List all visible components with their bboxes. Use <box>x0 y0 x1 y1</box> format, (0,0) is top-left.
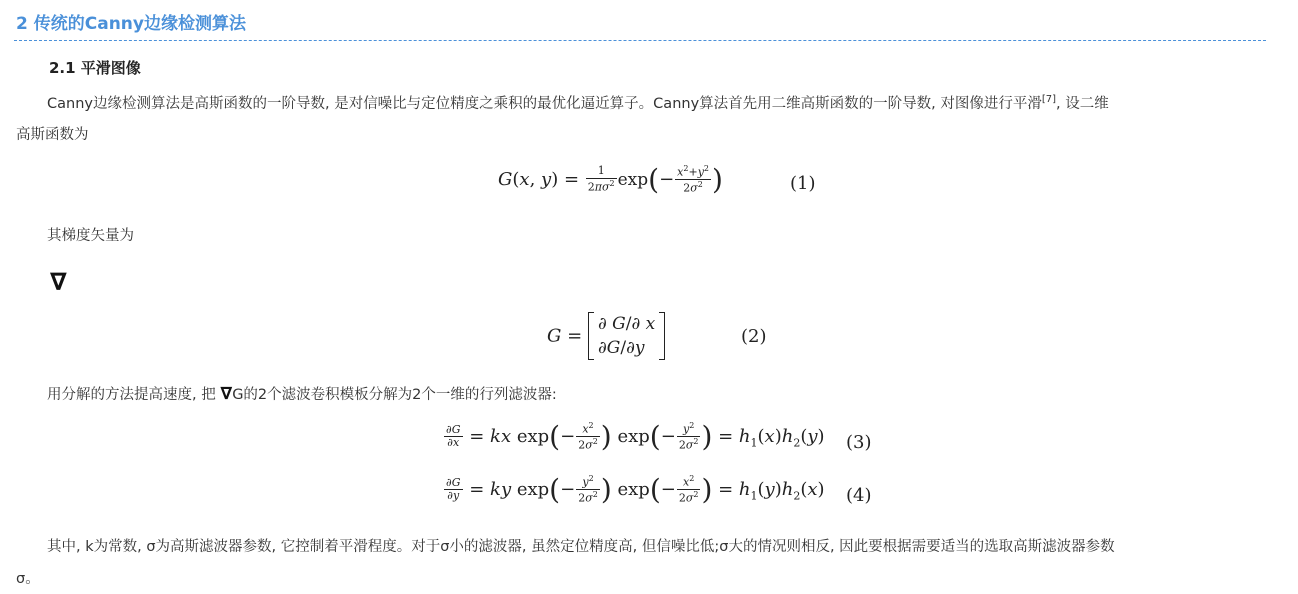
paragraph-4-line-1: 其中, k为常数, σ为高斯滤波器参数, 它控制着平滑程度。对于σ小的滤波器, 虽然定位精度高, 但信噪比低;σ大的情况则相反, 因此要根据需要适当的选取高斯滤波器参数 <box>47 539 1115 555</box>
equation-3: $\frac{\partial G}{\partial x}$ = kx exp(− $\frac{x^2}{2\sigma^2}$ ) exp(− $\frac{y^2}{2\sigma^2}$ ) = $h_1(x)h_2(y)$ <box>446 419 825 453</box>
equation-4-number: (4) <box>846 485 872 506</box>
equation-1-number: (1) <box>790 173 816 194</box>
equation-4: $\frac{\partial G}{\partial y}$ = ky exp(− $\frac{y^2}{2\sigma^2}$ ) exp(− $\frac{x^2}{2\sigma^2}$ ) = $h_1(y)h_2(x)$ <box>446 472 825 506</box>
paragraph-1-text: Canny边缘检测算法是高斯函数的一阶导数, 是对信噪比与定位精度之乘积的最优化逼近算子。Canny算法首先用二维高斯函数的一阶导数, 对图像进行平滑 <box>47 96 1042 112</box>
paragraph-3-text-end: G的2个滤波卷积模板分解为2个一维的行列滤波器: <box>232 387 557 403</box>
nabla-inline-symbol: ∇ <box>220 384 233 404</box>
equation-2-number: (2) <box>741 326 767 347</box>
citation-link[interactable]: [7] <box>1041 94 1057 105</box>
paragraph-3 <box>47 383 557 404</box>
subsection-heading: 2.1 平滑图像 <box>49 59 141 77</box>
equation-2: G = ∂ G/∂ x ∂G/∂y <box>547 312 665 360</box>
section-divider <box>14 40 1266 41</box>
paragraph-1-line-2: 高斯函数为 <box>16 127 89 143</box>
equation-1: G(x, y) = $\frac{1}{2\pi\sigma^2}$ exp(− $\frac{x^2+y^2}{2\sigma^2}$ ) <box>498 162 723 196</box>
paragraph-3-text: 用分解的方法提高速度, 把 <box>47 387 216 403</box>
paragraph-2: 其梯度矢量为 <box>47 228 134 244</box>
equation-3-number: (3) <box>846 432 872 453</box>
section-heading: 2 传统的Canny边缘检测算法 <box>16 14 246 34</box>
paragraph-4-line-2: σ。 <box>16 571 40 587</box>
nabla-symbol: ∇ <box>50 268 67 296</box>
paragraph-1-line-1 <box>47 92 1109 113</box>
paragraph-1-text-end: , 设二维 <box>1056 96 1109 112</box>
